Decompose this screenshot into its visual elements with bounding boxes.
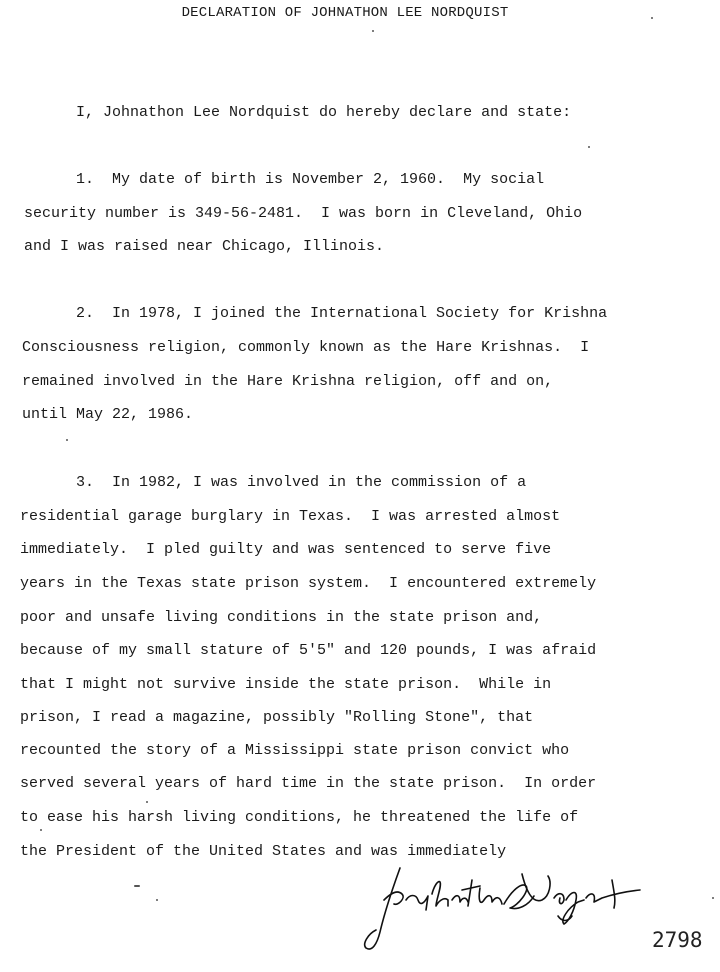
paragraph-2-line-2: Consciousness religion, commonly known as the Hare Krishnas. I: [22, 339, 590, 356]
scan-speck: [712, 897, 714, 899]
paragraph-3-line-6: because of my small stature of 5'5" and 120 pounds, I was afraid: [20, 642, 597, 659]
paragraph-3-line-7: that I might not survive inside the state prison. While in: [20, 676, 552, 693]
paragraph-1-line-1: 1. My date of birth is November 2, 1960. My social: [76, 171, 545, 188]
scan-speck: [651, 17, 653, 19]
paragraph-3-line-8: prison, I read a magazine, possibly "Rolling Stone", that: [20, 709, 534, 726]
scan-speck: [40, 829, 42, 831]
document-title: DECLARATION OF JOHNATHON LEE NORDQUIST: [181, 5, 509, 21]
paragraph-3-line-12: the President of the United States and was immediately: [20, 843, 507, 860]
scan-speck: [66, 439, 68, 441]
scan-speck: [156, 899, 158, 901]
paragraph-3-line-10: served several years of hard time in the state prison. In order: [20, 775, 597, 792]
scan-speck: [134, 885, 140, 887]
paragraph-1-line-2: security number is 349-56-2481. I was born in Cleveland, Ohio: [24, 205, 583, 222]
page-number: 2798: [652, 928, 703, 952]
scan-speck: [372, 30, 374, 32]
paragraph-3-line-4: years in the Texas state prison system. I encountered extremely: [20, 575, 597, 592]
intro-line: I, Johnathon Lee Nordquist do hereby declare and state:: [76, 104, 572, 121]
scan-speck: [146, 801, 148, 803]
handwritten-signature: [362, 860, 662, 960]
paragraph-3-line-3: immediately. I pled guilty and was sentenced to serve five: [20, 541, 552, 558]
paragraph-2-line-4: until May 22, 1986.: [22, 406, 194, 423]
paragraph-3-line-2: residential garage burglary in Texas. I was arrested almost: [20, 508, 561, 525]
paragraph-3-line-11: to ease his harsh living conditions, he threatened the life of: [20, 809, 579, 826]
paragraph-1-line-3: and I was raised near Chicago, Illinois.: [24, 238, 385, 255]
paragraph-3-line-5: poor and unsafe living conditions in the state prison and,: [20, 609, 543, 626]
scan-speck: [588, 146, 590, 148]
paragraph-3-line-9: recounted the story of a Mississippi state prison convict who: [20, 742, 570, 759]
paragraph-2-line-3: remained involved in the Hare Krishna religion, off and on,: [22, 373, 554, 390]
paragraph-2-line-1: 2. In 1978, I joined the International Society for Krishna: [76, 305, 608, 322]
paragraph-3-line-1: 3. In 1982, I was involved in the commission of a: [76, 474, 527, 491]
